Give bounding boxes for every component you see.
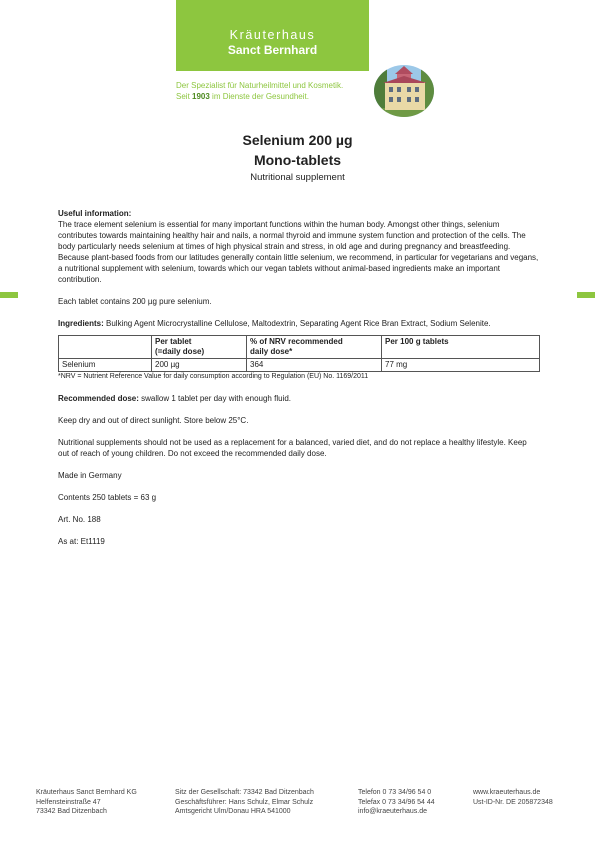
origin-text: Made in Germany: [58, 471, 122, 480]
footer-line: Helfensteinstraße 47: [36, 798, 101, 806]
table-row: [59, 359, 540, 372]
founding-year: 1903: [192, 92, 210, 101]
product-title: [0, 130, 595, 170]
storage-text: Keep dry and out of direct sunlight. Store below 25°C.: [58, 416, 249, 425]
footer-line: Geschäftsführer: Hans Schulz, Elmar Schulz: [175, 798, 314, 806]
product-title-line2: Mono-tablets: [253, 152, 342, 168]
footer-website-link[interactable]: www.kraeuterhaus.de: [473, 789, 541, 796]
footer-vat-id: Ust-ID-Nr. DE 205872348: [473, 798, 553, 806]
warning-text: Nutritional supplements should not be used as a replacement for a balanced, varied diet, and do not replace a healthy lifestyle. Keep out of reach of young children. Do not exceed the recommended daily dose.: [58, 438, 527, 458]
table-cell: 77 mg: [382, 359, 540, 372]
ingredients: [58, 318, 540, 329]
table-footnote: *NRV = Nutrient Reference Value for daily consumption according to Regulation (EU) No. 1169/2011: [58, 373, 369, 380]
tagline-line2: Seit 1903 im Dienste der Gesundheit.: [176, 92, 309, 101]
left-punch-mark: [0, 292, 18, 298]
ingredients-label: Ingredients:: [58, 319, 104, 328]
table-header-cell: Per tablet (=daily dose): [152, 336, 247, 359]
footer-contact: [358, 788, 435, 817]
footer-company-address: [36, 788, 137, 817]
contents-text: Contents 250 tablets = 63 g: [58, 493, 157, 502]
product-title-line1: Selenium 200 µg: [242, 132, 353, 148]
table-cell: Selenium: [59, 359, 152, 372]
article-number: Art. No. 188: [58, 515, 101, 524]
info-heading: Useful information:: [58, 209, 132, 218]
right-punch-mark: [577, 292, 595, 298]
dose-label: Recommended dose:: [58, 394, 139, 403]
brand-tagline: [176, 80, 343, 102]
document-body: [58, 208, 540, 547]
footer-fax: Telefax 0 73 34/96 54 44: [358, 798, 435, 806]
brand-logo: [176, 0, 369, 71]
dose-text: swallow 1 tablet per day with enough fluid.: [138, 394, 291, 403]
footer-web: [473, 788, 553, 807]
table-header-cell: [59, 336, 152, 359]
footer-phone: Telefon 0 73 34/96 54 0: [358, 789, 432, 796]
tagline-line1: Der Spezialist für Naturheilmittel und Kosmetik.: [176, 81, 344, 90]
ingredients-text: Bulking Agent Microcrystalline Cellulose, Maltodextrin, Separating Agent Rice Bran Extract, Sodium Selenite.: [103, 319, 491, 328]
per-tablet-text: Each tablet contains 200 µg pure selenium.: [58, 297, 212, 306]
footer-line: Sitz der Gesellschaft: 73342 Bad Ditzenbach: [175, 789, 314, 796]
product-subtitle: Nutritional supplement: [250, 172, 345, 183]
brand-name-line2: Sanct Bernhard: [227, 43, 318, 57]
brand-name-line1: Kräuterhaus: [229, 28, 316, 42]
footer-email-link[interactable]: info@kraeuterhaus.de: [358, 808, 427, 815]
footer-line: 73342 Bad Ditzenbach: [36, 808, 107, 815]
footer-legal-info: [175, 788, 314, 817]
info-text: The trace element selenium is essential for many important functions within the human body. Amongst other things, selenium contributes towards maintaining healthy hair and nails, a normal thyroid and immune system function and protection of the cells. The body particularly needs selenium at times of high physical strain and stress, in old age and during pregnancy and breastfeeding. Because plant-based foods from our latitudes generally contain little selenium, we recommend, in particular for vegetarians and vegans, a nutritional supplement with selenium, towards which our vegan tablets without animal-based ingredients make an important contribution.: [58, 220, 539, 284]
table-header-cell: Per 100 g tablets: [382, 336, 540, 359]
nutrition-table: [58, 335, 540, 372]
footer-line: Kräuterhaus Sanct Bernhard KG: [36, 789, 137, 796]
recommended-dose: [58, 393, 540, 404]
table-header-cell: % of NRV recommended daily dose*: [247, 336, 382, 359]
table-header-row: [59, 336, 540, 359]
table-cell: 364: [247, 359, 382, 372]
as-at-date: As at: Et1119: [58, 537, 105, 546]
footer-line: Amtsgericht Ulm/Donau HRA 541000: [175, 808, 291, 815]
table-cell: 200 µg: [152, 359, 247, 372]
company-building-image: [373, 64, 435, 118]
